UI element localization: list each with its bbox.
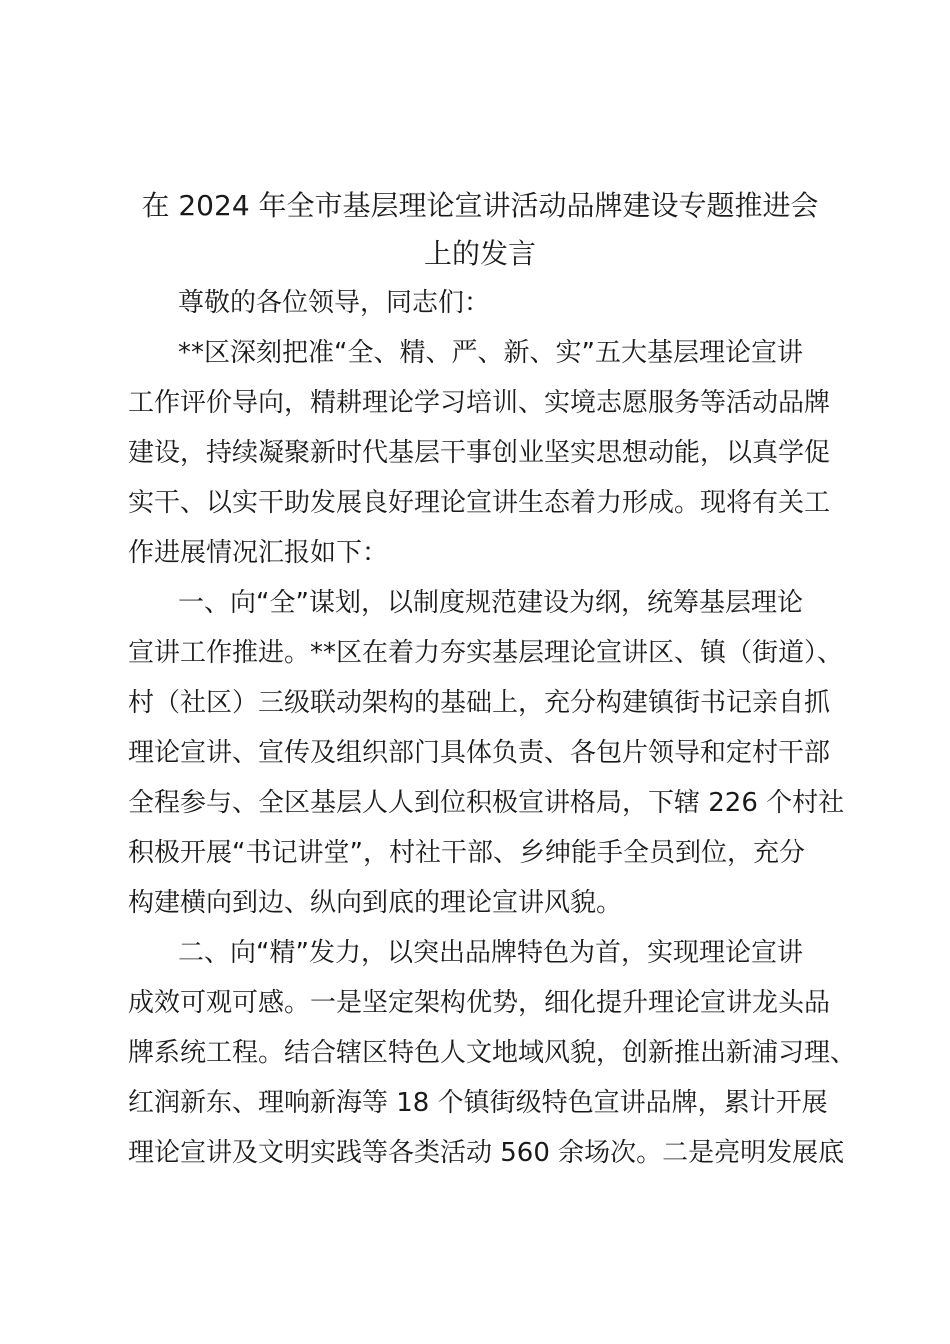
paragraph-2-line-3: 村（社区）三级联动架构的基础上，充分构建镇街书记亲自抓 [128, 688, 831, 718]
document-title-line-1: 在 2024 年全市基层理论宣讲活动品牌建设专题推进会 [141, 189, 819, 222]
paragraph-1-line-2: 工作评价导向，精耕理论学习培训、实境志愿服务等活动品牌 [128, 388, 831, 418]
salutation: 尊敬的各位领导，同志们： [178, 288, 491, 318]
document-title-line-2: 上的发言 [423, 237, 536, 270]
paragraph-3-line-4: 红润新东、理响新海等 18 个镇街级特色宣讲品牌，累计开展 [128, 1088, 828, 1118]
paragraph-3-line-5: 理论宣讲及文明实践等各类活动 560 余场次。二是亮明发展底 [128, 1138, 845, 1168]
paragraph-2-line-1: 一、向“全”谋划，以制度规范建设为纲，统筹基层理论 [178, 588, 803, 618]
paragraph-3-line-1: 二、向“精”发力，以突出品牌特色为首，实现理论宣讲 [178, 938, 803, 968]
paragraph-2-line-2: 宣讲工作推进。**区在着力夯实基层理论宣讲区、镇（街道）、 [128, 638, 844, 668]
paragraph-2-line-7: 构建横向到边、纵向到底的理论宣讲风貌。 [128, 888, 623, 918]
paragraph-3-line-2: 成效可观可感。一是坚定架构优势，细化提升理论宣讲龙头品 [128, 988, 831, 1018]
paragraph-1-line-4: 实干、以实干助发展良好理论宣讲生态着力形成。现将有关工 [128, 488, 831, 518]
paragraph-2-line-5: 全程参与、全区基层人人到位积极宣讲格局，下辖 226 个村社 [128, 788, 845, 818]
paragraph-1-line-5: 作进展情况汇报如下： [128, 538, 389, 568]
paragraph-3-line-3: 牌系统工程。结合辖区特色人文地域风貌，创新推出新浦习理、 [128, 1038, 857, 1068]
paragraph-2-line-6: 积极开展“书记讲堂”，村社干部、乡绅能手全员到位，充分 [128, 838, 805, 868]
paragraph-2-line-4: 理论宣讲、宣传及组织部门具体负责、各包片领导和定村干部 [128, 738, 831, 768]
paragraph-1-line-1: **区深刻把准“全、精、严、新、实”五大基层理论宣讲 [178, 338, 803, 368]
paragraph-1-line-3: 建设，持续凝聚新时代基层干事创业坚实思想动能，以真学促 [128, 438, 831, 468]
